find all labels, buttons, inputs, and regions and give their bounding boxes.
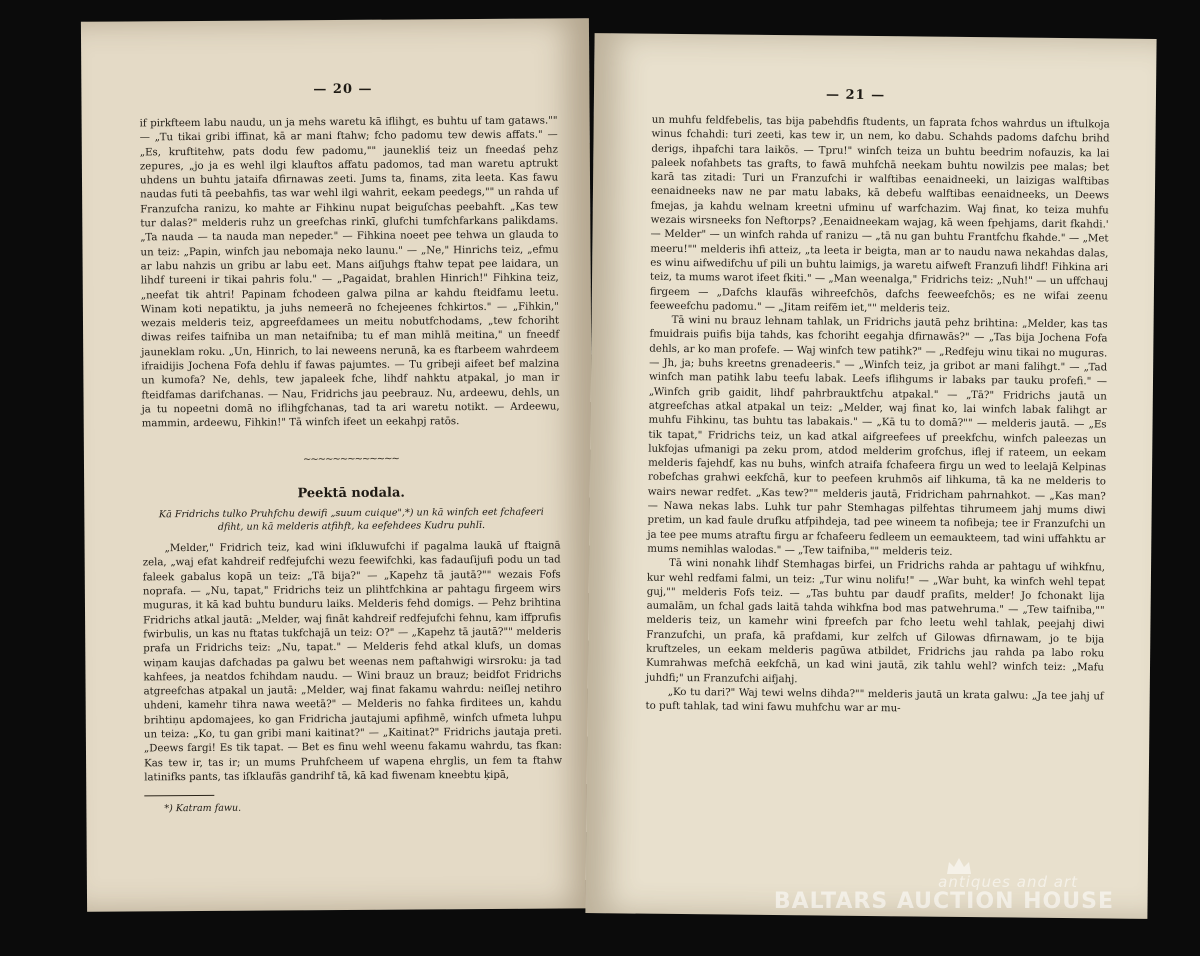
section-ornament: ~~~~~~~~~~~~~: [302, 453, 399, 465]
chapter-title: Peektā nodala.: [297, 485, 405, 502]
paragraph: if pirkfteem labu naudu, un ja mehs waretu kā iflihgt, es buhtu uf tam gataws."" — „Tu tikai gribi iffinat, kā ar mani ftahw; fcho padomu tew dewis affats." — „Es, kruftitehw, pats dodu few padomu,"" jaunekliś teiz un fneedaś pehz zepures, „jo ja es wehl ilgi klauftos affatu padomos, tad man waretu aptrukt uhdens un buhtu jataifa dfirnawas zeeti. Jums ta, finams, zita leeta. Kas fawu naudas futi tā peebahfis, tas war wehl ilgi wahrit, eekam peedegs,"" un rahda uf Franzufcha ranizu, ko mahte ar Fihkinu nupat beiguſchas peebahft. „Kas tew tur dalas?" melderis ruhz un greefchas rinkī, glufchi tumfchfarkans palikdams. „Ta nauda — ta nauda man nepeder." — Fihkina noeet pee tehwa un glauda to un teiz: „Papin, winfch jau nebomaja neko launu." — „Ne," Hinrichs teiz, „efmu ar labu nahzis un gribu ar labu eet. Mans aiſjuhgs ftahw tepat pee laidara, un lihdf tureeni ir tikai pahris folu." — „Pagaidat, brahlen Hinrich!" Fihkina teiz, „neefat tik ahtri! Papinam fchodeen galwa pilna ar kahdu fteidfamu leetu. Winam koti nepatiktu, ja juhs nemeerā no fchejeenes fchkirtos." — „Fihkin," wezais melderis teiz, apgreefdamees un meitu nobutfchodams, „tew fchoriht diwas reifes taifniba un man netaifniba; tu ef man mihlā meitina," un fneedf jauneklam roku. „Un, Hinrich, to lai neweens nerunā, ka es ftarbeem wahrdeem ifraidijis Jochena Fofa dehlu if fawas pajumtes. — Tu gribeji aifeet bef malzina un kumofa? Ne, dehls, tew japaleek fche, lihdf nahktu atpakal, jo man ir fteidfamas darifchanas. — Nau, Fridrichs jau peebrauz. Nu, ardeewu, dehls, un ja tu nopeetni domā no iflihgfchanas, tad ta ari waretu notikt. — Ardeewu, mammin, ardeewu, Fihkin!" Tā winfch ifeet un eekahpj ratōs.: [139, 115, 560, 430]
page-number-right: — 21 —: [825, 87, 886, 104]
left-book-page: [81, 18, 595, 912]
footnote-rule: [144, 795, 214, 796]
paragraph: „Ko tu dari?" Waj tewi welns dihda?"" melderis jautā un krata galwu: „Ja tee jahj uf to puft tahlak, tad wini fawu muhfchu war ar mu-: [645, 686, 1104, 715]
right-text-column: [645, 114, 1109, 719]
page-number-left: — 20 —: [313, 81, 373, 98]
right-book-page: [585, 33, 1156, 919]
paragraph: „Melder," Fridrich teiz, kad wini iſkluwufchi if pagalma laukā uf ftaignā zela, „waj efat kahdreif redfejufchi wezu feewifchki, kas fadauſijufi podu un tad faleek gabalus kopā un teiz: „Tā bija?" — „Kapehz tā jautā?"" wezais Fofs noprafa. — „Nu, tapat," Fridrichs teiz un plihtfchkina ar pahtagu firgeem wirs muguras, it kā kad buhtu bunduru laiks. Melderis fehd domigs. — Pehz brihtina Fridrichs atkal jautā: „Melder, waj fināt kahdreif redfejufchi fehnu, kam iffprufis fwirbulis, un kas nu ftatas tukfchajā un teiz: O?" — „Kapehz tā jautā?"" melderis prafa un Fridrichs teiz: „Nu, tapat." — Melderis fehd atkal klufs, un domas wiņam kaujas dafchadas pa galwu bet weenas nem paftahwigi wirsroku: ja tad kahfees, ja neatdos fchihdam naudu. — Wini brauz un brauz; beidfot Fridrichs atgreefchas atpakal un jautā: „Melder, waj finat fakamu wahrdu: neiſlej netihro uhdeni, kamehr tihra nawa weetā?" — Melderis no fahka firditees un, kahdu brihtiņu apdomajees, ko gan Fridricha jautajumi apfihmē, winfch ufmeta luhpu un teiza: „Ko, tu gan gribi mani kaitinat?" — „Kaitinat?" Fridrichs jautaja preti. „Deews fargi! Es tik tapat. — Bet es finu wehl weenu fakamu wahrdu, tas fkan: Kas tew ir, tas ir; un mums Pruhfcheem uf wapena ehrglis, un fem ta ftahw latinifks pants, tas iſklaufās gandrihf tā, kā kad fiwenam kneebtu ķipā,: [142, 540, 563, 784]
auction-house-watermark: [774, 873, 1114, 914]
paragraph: un muhfu feldfebelis, tas bija pabehdfis ftudents, un faprata fchos wahrdus un iftulkoja winus fchahdi: turi zeeti, kas tew ir, un nem, ko dabu. Schahds padoms dafchu brihd derigs, ihpafchi tara laikōs. — Tpru!" winfch teiza un buhtu beedrim nofauzis, ka lai paleek nofahbets tas grafts, to fawā muhfchā neekam buhtu nowilzis pee malas; bet karā tas zitadi: Turi un Franzufchi ir walftibas eenaidneeki, un laizigas walftibas eenaidneeks naw ne par matu labaks, kā debefu walftibas eenaidneeks, un Deews fmejas, ja kahdu welnam kreetni ufminu uf warfchazim. Waj finat, ko teiza muhfu wezais wirsneeks fon Neftorps? ‚Eenaidneekam wajag, kā ween fpehjams, darit fkahdi.' — Melder" — un winfch rahda uf ranizu — „tā nu gan buhtu Frantfchu fkahde." — „Met meeru!"" melderis ihfi atteiz, „ta leeta ir beigta, man ar to naudu nawa nekahdas dalas, es winu aifwedifchu uf pili un buhtu laimigs, ja waretu aifweft Franzufi lihdf! Fihkina ari teiz, ta mums warot ifeet fkiti." — „Man weenalga," Fridrichs teiz: „Nuh!" — un uffchauj firgeem — „Dafchs klaufās wihreefchōs, dafchs feeweefchōs; es ne wifai zeenu feeweefchu padomu." — „Jitam reifēm iet,"" melderis teiz.: [649, 114, 1110, 315]
left-text-column: [140, 114, 563, 816]
chapter-summary: Kā Fridrichs tulko Pruhfchu dewifi „suum cuique",*) un kā winfch eet fchafeeri dfiht, un kā melderis atfihft, ka eefehdees Kudru puhlī.: [158, 506, 544, 533]
footnote: *) Katram fawu.: [164, 802, 242, 815]
paragraph: Tā wini nu brauz lehnam tahlak, un Fridrichs jautā pehz brihtina: „Melder, kas tas fmuidrais puifis bija tahds, kas fchoriht eegahja dfirnawās?" — „Tas bija Jochena Fofa dehls, ar ko man profefe. — Waj winfch tew patihk?" — „Redfeju winu tikai no muguras. — Jh, ja; buhs kreetns grenadeeris." — „Winfch teiz, ja gribot ar mani falihgt." — „Tad winfch man patihk labu teefu labak. Leefs iflihgums ir labaks par tauku profefi." — „Winfch grib gaidit, lihdf pahrbrauktfchu atpakal." — „Tā?" Fridrichs jautā un atgreefchas atkal atpakal un teiz: „Melder, waj finat ko, lai winfch labak falihgt ar muhfu Fihkinu, tas buhtu tas labakais." — „Kā tu to domā?"" — melderis jautā. — „Es tik tapat," Fridrichs teiz, un kad atkal aifgreefees uf preekfchu, winfch paleezas un lukfojas ufmanigi pa zeku prom, atdod melderim grofchus, iflej if rateem, un eekam melderis fajehdf, kas nu buhs, winfch atraifa fchafeera firgu un wed to leelajā Kelpinas robefchas grahwi eekfchā, kur to peefeen kruhmōs aif lihkuma, tā ka ne melderis to wairs newar redfet. „Kas tew?"" melderis jautā, Fridricham pahrnahkot. — „Kas man? — Nawa nekas labs. Luhk tur pahr Stemhagas pilfehtas tihrumeem jahj mums diwi pretim, un kad faule drufku atfpihdeja, tad pee wineem ta nofibeja; tee ir Franzufchi un ja tee pee mums atraftu firgu ar fchafeeru fedleem un eemaukteem, tad wini uffahktu ar mums nemihlas walodas." — „Tew taifniba,"" melderis teiz.: [647, 315, 1108, 558]
paragraph: Tā wini nonahk lihdf Stemhagas birfei, un Fridrichs rahda ar pahtagu uf wihkfnu, kur wehl redfami falmi, un teiz: „Tur winu nolifu!" — „War buht, ka winfch wehl tepat guj,"" melderis Fofs teiz. — „Tas buhtu par daudf praſits, melder! Jo fchonakt lija aumalām, un fchal gads laitā tahda wihkfna bod mas patwehruma." — „Tew taifniba,"" melderis teiz, un kamehr wini fpreefch par fcho leetu wehl tahlak, peejahj diwi Franzufchi, un prafa, kā prafdami, kur zelfch uf Gilowas dfirnawam, jo te bija kruftzeles, un eekam melderis pagūwa atbildet, Fridrichs jau rahda pa labo roku Kumrahwas mefchā eekfchā, un kad wini jautā, zik tahlu wehl? winfch teiz: „Mafu juhdfi;" un Franzufchi aifjahj.: [645, 558, 1106, 685]
watermark-tagline: antiques and art: [938, 873, 1078, 891]
watermark-brand: BALTARS AUCTION HOUSE: [773, 889, 1114, 914]
